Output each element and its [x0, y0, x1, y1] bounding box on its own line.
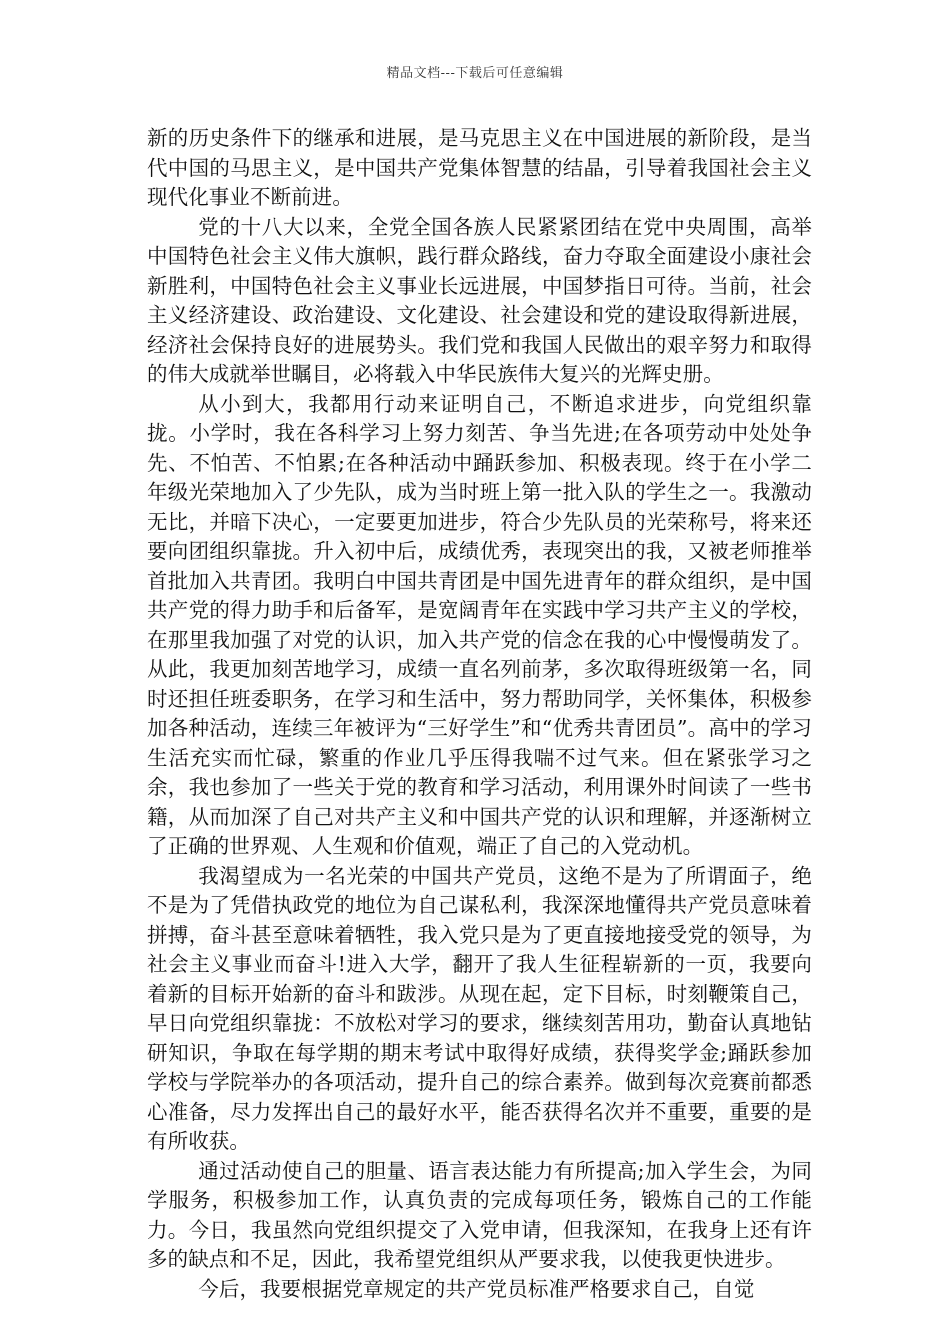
paragraph-2: 党的十八大以来，全党全国各族人民紧紧团结在党中央周围，高举中国特色社会主义伟大旗帜，践行群众路线，奋力夺取全面建设小康社会新胜利，中国特色社会主义事业长远进展，中国梦指日可待。当前，社会主义经济建设、政治建设、文化建设、社会建设和党的建设取得新进展，经济社会保持良好的进展势头。我们党和我国人民做出的艰辛努力和取得的伟大成就举世瞩目，必将载入中华民族伟大复兴的光辉史册。 — [147, 214, 812, 386]
page-header: 精品文档---下载后可任意编辑 — [386, 66, 564, 81]
paragraph-3: 从小到大，我都用行动来证明自己，不断追求进步，向党组织靠拢。小学时，我在各科学习上努力刻苦、争当先进;在各项劳动中处处争先、不怕苦、不怕累;在各种活动中踊跃参加、积极表现。终于在小学二年级光荣地加入了少先队，成为当时班上第一批入队的学生之一。我激动无比，并暗下决心，一定要更加进步，符合少先队员的光荣称号，将来还要向团组织靠拢。升入初中后，成绩优秀，表现突出的我，又被老师推举首批加入共青团。我明白中国共青团是中国先进青年的群众组织，是中国共产党的得力助手和后备军，是宽阔青年在实践中学习共产主义的学校，在那里我加强了对党的认识，加入共产党的信念在我的心中慢慢萌发了。从此，我更加刻苦地学习，成绩一直名列前茅，多次取得班级第一名，同时还担任班委职务，在学习和生活中，努力帮助同学，关怀集体，积极参加各种活动，连续三年被评为“三好学生”和“优秀共青团员”。高中的学习生活充实而忙碌，繁重的作业几乎压得我喘不过气来。但在紧张学习之余，我也参加了一些关于党的教育和学习活动，利用课外时间读了一些书籍，从而加深了自己对共产主义和中国共产党的认识和理解，并逐渐树立了正确的世界观、人生观和价值观，端正了自己的入党动机。 — [147, 391, 812, 858]
paragraph-6: 今后，我要根据党章规定的共产党员标准严格要求自己，自觉 — [198, 1276, 755, 1301]
paragraph-4: 我渴望成为一名光荣的中国共产党员，这绝不是为了所谓面子，绝不是为了凭借执政党的地位为自己谋私利，我深深地懂得共产党员意味着拼搏，奋斗甚至意味着牺牲，我入党只是为了更直接地接受党的领导，为社会主义事业而奋斗!进入大学，翻开了我人生征程崭新的一页，我要向着新的目标开始新的奋斗和跋涉。从现在起，定下目标，时刻鞭策自己，早日向党组织靠拢：不放松对学习的要求，继续刻苦用功，勤奋认真地钻研知识，争取在每学期的期末考试中取得好成绩，获得奖学金;踊跃参加学校与学院举办的各项活动，提升自己的综合素养。做到每次竞赛前都悉心准备，尽力发挥出自己的最好水平，能否获得名次并不重要，重要的是有所收获。 — [147, 863, 812, 1153]
paragraph-5: 通过活动使自己的胆量、语言表达能力有所提高;加入学生会，为同学服务，积极参加工作，认真负责的完成每项任务，锻炼自己的工作能力。今日，我虽然向党组织提交了入党申请，但我深知，在我身上还有许多的缺点和不足，因此，我希望党组织从严要求我，以使我更快进步。 — [147, 1158, 812, 1271]
document-body — [147, 124, 812, 1304]
paragraph-1: 新的历史条件下的继承和进展，是马克思主义在中国进展的新阶段，是当代中国的马思主义，是中国共产党集体智慧的结晶，引导着我国社会主义现代化事业不断前进。 — [147, 126, 812, 209]
